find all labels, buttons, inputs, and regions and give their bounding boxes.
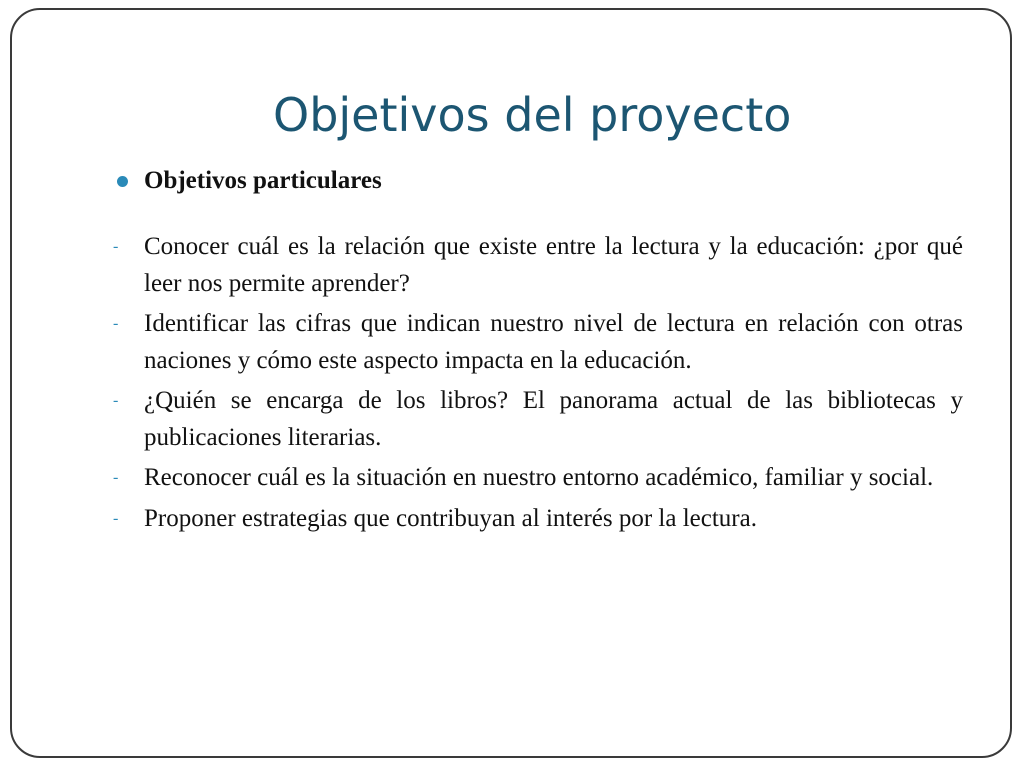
dash-bullet: -: [113, 469, 119, 486]
objectives-list: [113, 229, 963, 541]
dash-bullet: -: [113, 238, 119, 255]
subtitle-bullet-dot: [117, 176, 128, 187]
list-item: [113, 383, 963, 456]
slide-title: Objetivos del proyecto: [273, 88, 792, 142]
list-item-text: Reconocer cuál es la situación en nuestro entorno académico, familiar y social.: [144, 464, 934, 491]
dash-bullet: -: [113, 392, 119, 409]
list-item: [113, 460, 963, 497]
list-item: [113, 229, 963, 302]
list-item: [113, 306, 963, 379]
list-item: [113, 501, 963, 538]
subtitle-bullet: [117, 163, 382, 199]
list-item-text: Identificar las cifras que indican nuestro nivel de lectura en relación con otras naciones y cómo este aspecto impacta en la educación.: [144, 310, 963, 374]
subtitle-text: Objetivos particulares: [144, 167, 382, 194]
list-item-text: Conocer cuál es la relación que existe entre la lectura y la educación: ¿por qué leer nos permite aprender?: [144, 233, 963, 297]
list-item-text: Proponer estrategias que contribuyan al interés por la lectura.: [144, 504, 757, 532]
dash-bullet: -: [113, 509, 119, 527]
dash-bullet: -: [113, 315, 119, 332]
list-item-text: ¿Quién se encarga de los libros? El panorama actual de las bibliotecas y publicaciones literarias.: [144, 387, 963, 451]
